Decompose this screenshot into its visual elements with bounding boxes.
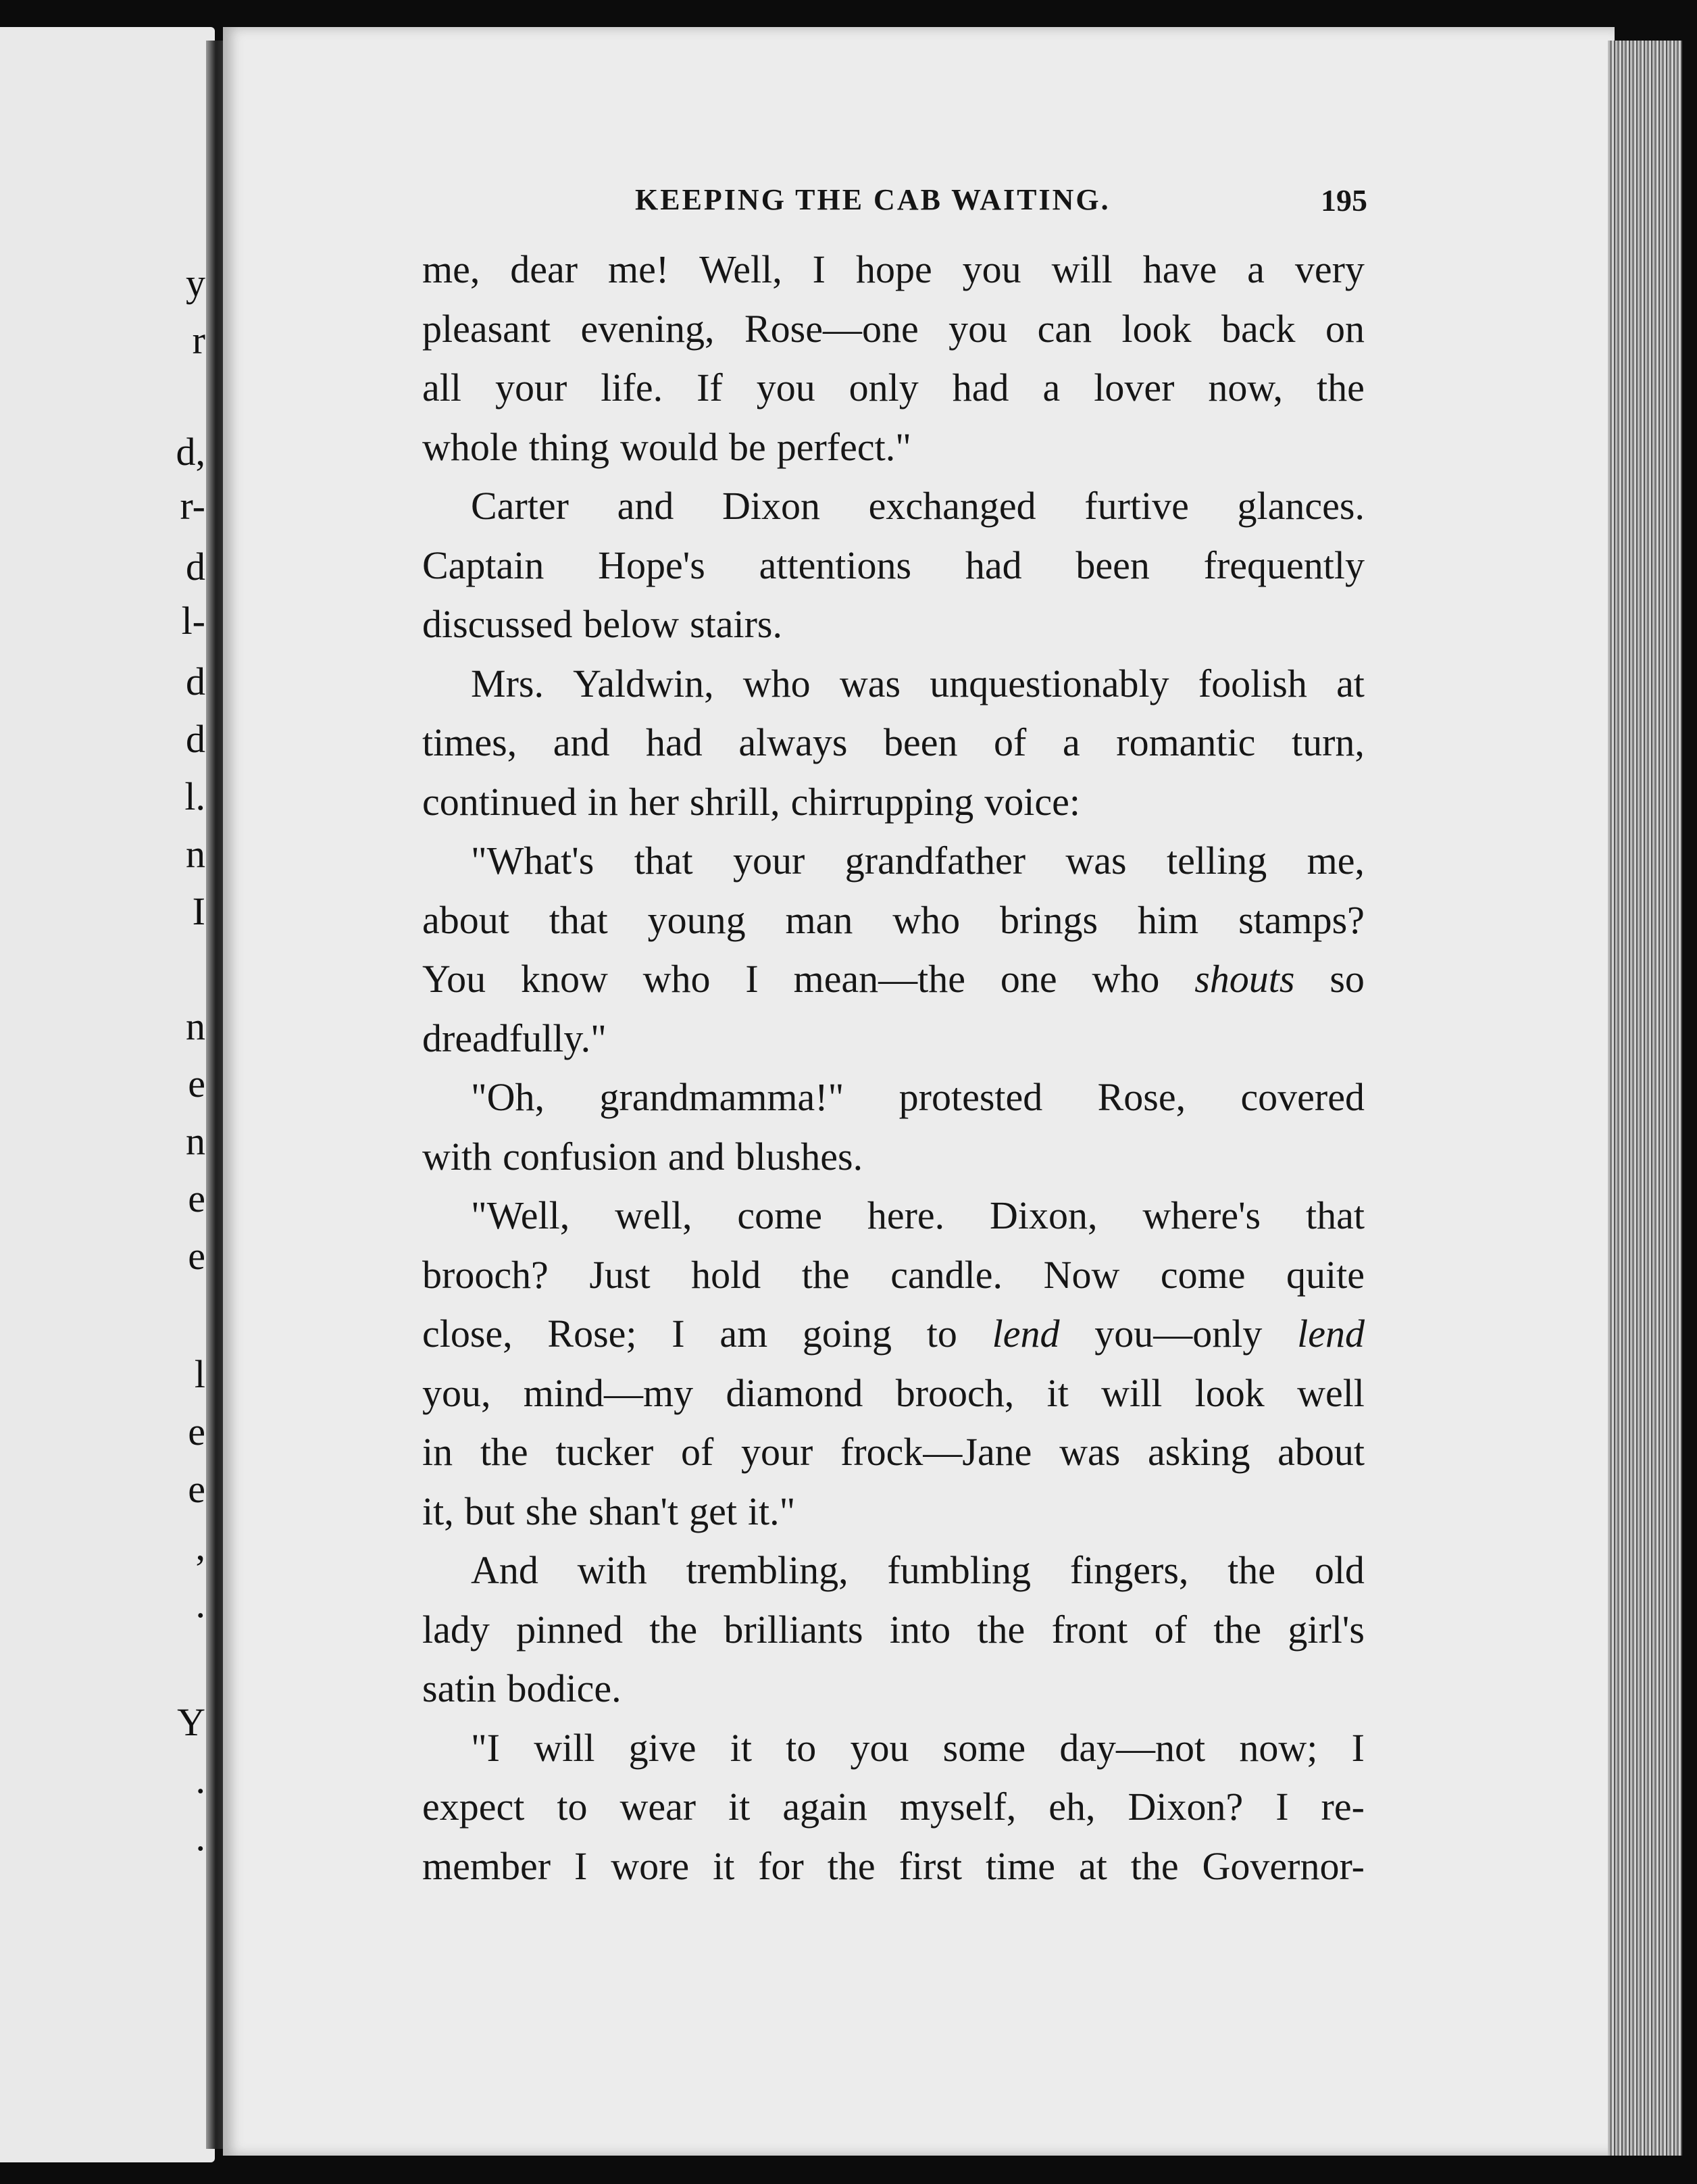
word: who (892, 897, 961, 942)
facing-page-char: l (194, 1352, 205, 1396)
word: only (848, 366, 919, 410)
word: of (680, 1430, 714, 1474)
word: come (737, 1193, 822, 1237)
word: Governor- (1202, 1843, 1365, 1888)
word: in (587, 779, 618, 824)
text-line (422, 476, 1365, 536)
word: me, (1307, 839, 1365, 883)
text-line (422, 1422, 1365, 1482)
word: at (1336, 661, 1365, 705)
word: member (422, 1843, 551, 1888)
word: fingers, (1069, 1548, 1189, 1592)
word: it (728, 1785, 751, 1829)
facing-page-char: d (186, 545, 205, 589)
word: and (667, 1134, 725, 1178)
word: dear (510, 247, 578, 291)
word: well (1297, 1370, 1365, 1415)
facing-page-char: d (186, 717, 205, 761)
word: quite (1286, 1252, 1365, 1297)
word: so (1329, 957, 1365, 1001)
word: Carter (471, 484, 569, 528)
text-line (422, 1068, 1365, 1127)
word: Dixon, (990, 1193, 1098, 1237)
running-header: KEEPING THE CAB WAITING. (635, 183, 1111, 216)
word: I (812, 247, 826, 291)
word: I (745, 957, 759, 1001)
page-edges (1608, 41, 1682, 2156)
word: give (628, 1725, 696, 1770)
word: to (786, 1725, 817, 1770)
facing-page-char: l- (181, 599, 205, 643)
word: you (756, 366, 815, 410)
word: Mrs. (471, 661, 544, 705)
facing-page-char: e (188, 1410, 205, 1454)
word: come (1160, 1252, 1246, 1297)
facing-page-char: y (186, 261, 205, 305)
word: the (827, 1843, 876, 1888)
word: stairs. (690, 602, 783, 646)
word: with (422, 1134, 492, 1178)
word: grandfather (844, 839, 1026, 883)
word: close, (422, 1312, 513, 1356)
word: a (1062, 720, 1080, 764)
word: all (422, 366, 461, 410)
word: Just (589, 1252, 651, 1297)
word: well, (615, 1193, 692, 1237)
text-line (422, 536, 1365, 595)
word: hold (691, 1252, 761, 1297)
word: wore (611, 1843, 690, 1888)
word: Rose; (547, 1312, 637, 1356)
facing-page-char: I (192, 889, 205, 933)
word: you, (422, 1370, 491, 1415)
word: get (689, 1489, 737, 1533)
word: the (1213, 1607, 1262, 1652)
word: glances. (1237, 484, 1365, 528)
word: tucker (555, 1430, 654, 1474)
word: blushes. (735, 1134, 863, 1178)
word: had (952, 366, 1009, 410)
facing-page-char: e (188, 1467, 205, 1511)
word: on (1325, 306, 1365, 351)
word: into (889, 1607, 951, 1652)
word: shouts (1194, 957, 1295, 1001)
facing-page-char: l. (184, 774, 205, 818)
word: stamps? (1238, 897, 1365, 942)
word: "Oh, (471, 1075, 545, 1119)
word: mean—the (793, 957, 966, 1001)
word: If (696, 366, 723, 410)
text-line (422, 713, 1365, 772)
word: brooch, (895, 1370, 1015, 1415)
word: "What's (471, 839, 594, 883)
word: the (1227, 1548, 1276, 1592)
word: who (1092, 957, 1160, 1001)
word: you (850, 1725, 909, 1770)
word: can (1037, 306, 1092, 351)
word: that (1306, 1193, 1365, 1237)
facing-page-left (0, 27, 215, 2162)
word: day—not (1059, 1725, 1206, 1770)
facing-page-char: . (195, 1815, 205, 1859)
word: a (1042, 366, 1061, 410)
facing-page-char: n (186, 1119, 205, 1163)
page-number: 195 (1321, 183, 1367, 218)
word: shrill, (689, 779, 780, 824)
word: was (1059, 1430, 1121, 1474)
word: me! (608, 247, 669, 291)
word: discussed (422, 602, 573, 646)
word: evening, (580, 306, 715, 351)
word: now, (1208, 366, 1284, 410)
word: it." (747, 1489, 796, 1533)
word: the (1130, 1843, 1179, 1888)
word: satin (422, 1666, 497, 1710)
word: asking (1148, 1430, 1250, 1474)
word: some (942, 1725, 1026, 1770)
word: Rose, (1097, 1075, 1186, 1119)
text-line (422, 358, 1365, 418)
text-line (422, 891, 1365, 950)
word: know (520, 957, 608, 1001)
word: voice: (984, 779, 1080, 824)
word: your (733, 839, 805, 883)
body-text (422, 240, 1365, 1895)
word: exchanged (868, 484, 1036, 528)
word: furtive (1084, 484, 1189, 528)
word: attentions (759, 543, 912, 587)
word: Rose—one (744, 306, 919, 351)
word: I (574, 1843, 588, 1888)
word: have (1142, 247, 1217, 291)
word: wear (619, 1785, 696, 1829)
facing-page-char: e (188, 1062, 205, 1106)
word: You (422, 957, 486, 1001)
text-line (422, 1186, 1365, 1245)
word: whole (422, 424, 518, 469)
word: about (422, 897, 509, 942)
word: mind—my (523, 1370, 694, 1415)
word: that (634, 839, 693, 883)
word: always (738, 720, 848, 764)
word: going (802, 1312, 892, 1356)
word: pinned (516, 1607, 623, 1652)
word: it, (422, 1489, 454, 1533)
word: and (553, 720, 610, 764)
word: the (801, 1252, 850, 1297)
facing-page-char: e (188, 1176, 205, 1220)
word: her (628, 779, 679, 824)
word: Captain (422, 543, 544, 587)
word: where's (1142, 1193, 1261, 1237)
word: the (649, 1607, 698, 1652)
word: protested (898, 1075, 1043, 1119)
word: thing (528, 424, 609, 469)
word: below (583, 602, 680, 646)
word: your (740, 1430, 813, 1474)
word: Hope's (598, 543, 705, 587)
word: was (1065, 839, 1127, 883)
word: frock—Jane (840, 1430, 1032, 1474)
word: of (994, 720, 1027, 764)
word: here. (867, 1193, 945, 1237)
word: she (525, 1489, 578, 1533)
word: him (1137, 897, 1199, 942)
word: at (1078, 1843, 1107, 1888)
word: brings (1000, 897, 1098, 942)
text-line (422, 1718, 1365, 1778)
word: one (1000, 957, 1057, 1001)
word: a (1247, 247, 1265, 291)
word: expect (422, 1785, 525, 1829)
word: the (977, 1607, 1025, 1652)
word: covered (1240, 1075, 1365, 1119)
text-line (422, 1304, 1365, 1364)
text-line (422, 299, 1365, 359)
word: to (557, 1785, 588, 1829)
word: life. (601, 366, 663, 410)
word: that (549, 897, 608, 942)
text-line (422, 595, 1365, 654)
word: Well, (699, 247, 782, 291)
word: you (962, 247, 1021, 291)
word: but (464, 1489, 515, 1533)
word: was (839, 661, 901, 705)
text-line (422, 1541, 1365, 1600)
word: I (672, 1312, 685, 1356)
word: back (1221, 306, 1296, 351)
text-line (422, 1009, 1365, 1068)
text-line (422, 1600, 1365, 1660)
word: in (422, 1430, 453, 1474)
word: confusion (503, 1134, 657, 1178)
word: frequently (1203, 543, 1365, 587)
word: Dixon (721, 484, 820, 528)
word: am (719, 1312, 768, 1356)
word: front (1051, 1607, 1128, 1652)
facing-page-char: r (192, 318, 205, 362)
word: grandmamma!" (599, 1075, 844, 1119)
word: had (646, 720, 703, 764)
word: me, (422, 247, 480, 291)
word: turn, (1291, 720, 1365, 764)
word: will (1101, 1370, 1163, 1415)
word: time (985, 1843, 1056, 1888)
text-line (422, 1127, 1365, 1187)
facing-page-char: n (186, 832, 205, 876)
word: who (642, 957, 711, 1001)
word: look (1121, 306, 1192, 351)
word: it (1046, 1370, 1069, 1415)
word: brilliants (724, 1607, 863, 1652)
word: man (785, 897, 853, 942)
word: it (730, 1725, 752, 1770)
text-line (422, 949, 1365, 1009)
word: chirrupping (790, 779, 974, 824)
word: continued (422, 779, 577, 824)
text-line (422, 654, 1365, 714)
word: fumbling (887, 1548, 1032, 1592)
word: romantic (1116, 720, 1256, 764)
word: of (1154, 1607, 1187, 1652)
word: girl's (1288, 1607, 1365, 1652)
word: perfect." (776, 424, 911, 469)
word: I (1351, 1725, 1365, 1770)
word: for (758, 1843, 804, 1888)
word: the (1317, 366, 1365, 410)
word: been (1075, 543, 1150, 587)
text-line (422, 1482, 1365, 1541)
word: re- (1321, 1785, 1365, 1829)
text-line (422, 1245, 1365, 1305)
word: young (647, 897, 746, 942)
facing-page-char: , (195, 1524, 205, 1568)
facing-page-char: . (195, 1758, 205, 1802)
word: hope (855, 247, 932, 291)
word: lend (1297, 1312, 1365, 1356)
text-line (422, 1777, 1365, 1837)
word: "I (471, 1725, 500, 1770)
text-line (422, 1364, 1365, 1423)
word: pleasant (422, 306, 551, 351)
facing-page-char: . (195, 1582, 205, 1626)
word: old (1314, 1548, 1365, 1592)
word: now; (1239, 1725, 1318, 1770)
text-line (422, 1659, 1365, 1718)
facing-page-char: d, (176, 430, 205, 474)
word: Yaldwin, (573, 661, 714, 705)
text-line (422, 772, 1365, 832)
word: diamond (726, 1370, 863, 1415)
word: will (1051, 247, 1113, 291)
word: will (534, 1725, 595, 1770)
facing-page-char: Y (177, 1700, 205, 1744)
word: been (883, 720, 958, 764)
word: shan't (588, 1489, 679, 1533)
word: Now (1043, 1252, 1120, 1297)
word: trembling, (686, 1548, 848, 1592)
text-line (422, 831, 1365, 891)
word: brooch? (422, 1252, 549, 1297)
word: and (617, 484, 674, 528)
word: had (965, 543, 1022, 587)
word: Dixon? (1128, 1785, 1244, 1829)
word: very (1294, 247, 1365, 291)
word: you (948, 306, 1008, 351)
word: look (1194, 1370, 1265, 1415)
word: lend (992, 1312, 1060, 1356)
word: it (713, 1843, 735, 1888)
word: with (577, 1548, 647, 1592)
word: the (480, 1430, 528, 1474)
text-line (422, 1837, 1365, 1896)
word: foolish (1198, 661, 1307, 705)
word: "Well, (471, 1193, 570, 1237)
facing-page-char: d (186, 660, 205, 703)
word: lover (1094, 366, 1175, 410)
word: times, (422, 720, 517, 764)
word: about (1277, 1430, 1365, 1474)
facing-page-char: r- (180, 484, 205, 528)
text-line (422, 418, 1365, 477)
word: I (1275, 1785, 1289, 1829)
word: bodice. (507, 1666, 622, 1710)
word: would (619, 424, 718, 469)
word: lady (422, 1607, 490, 1652)
word: eh, (1048, 1785, 1096, 1829)
word: you—only (1094, 1312, 1263, 1356)
word: be (728, 424, 766, 469)
facing-page-char: e (188, 1234, 205, 1278)
facing-page-char: n (186, 1004, 205, 1048)
word: telling (1167, 839, 1267, 883)
word: dreadfully." (422, 1016, 607, 1060)
text-line (422, 240, 1365, 299)
word: again (782, 1785, 867, 1829)
word: to (926, 1312, 957, 1356)
word: unquestionably (930, 661, 1169, 705)
word: your (495, 366, 567, 410)
word: who (742, 661, 811, 705)
word: myself, (899, 1785, 1017, 1829)
word: first (898, 1843, 963, 1888)
word: candle. (890, 1252, 1003, 1297)
word: And (471, 1548, 538, 1592)
